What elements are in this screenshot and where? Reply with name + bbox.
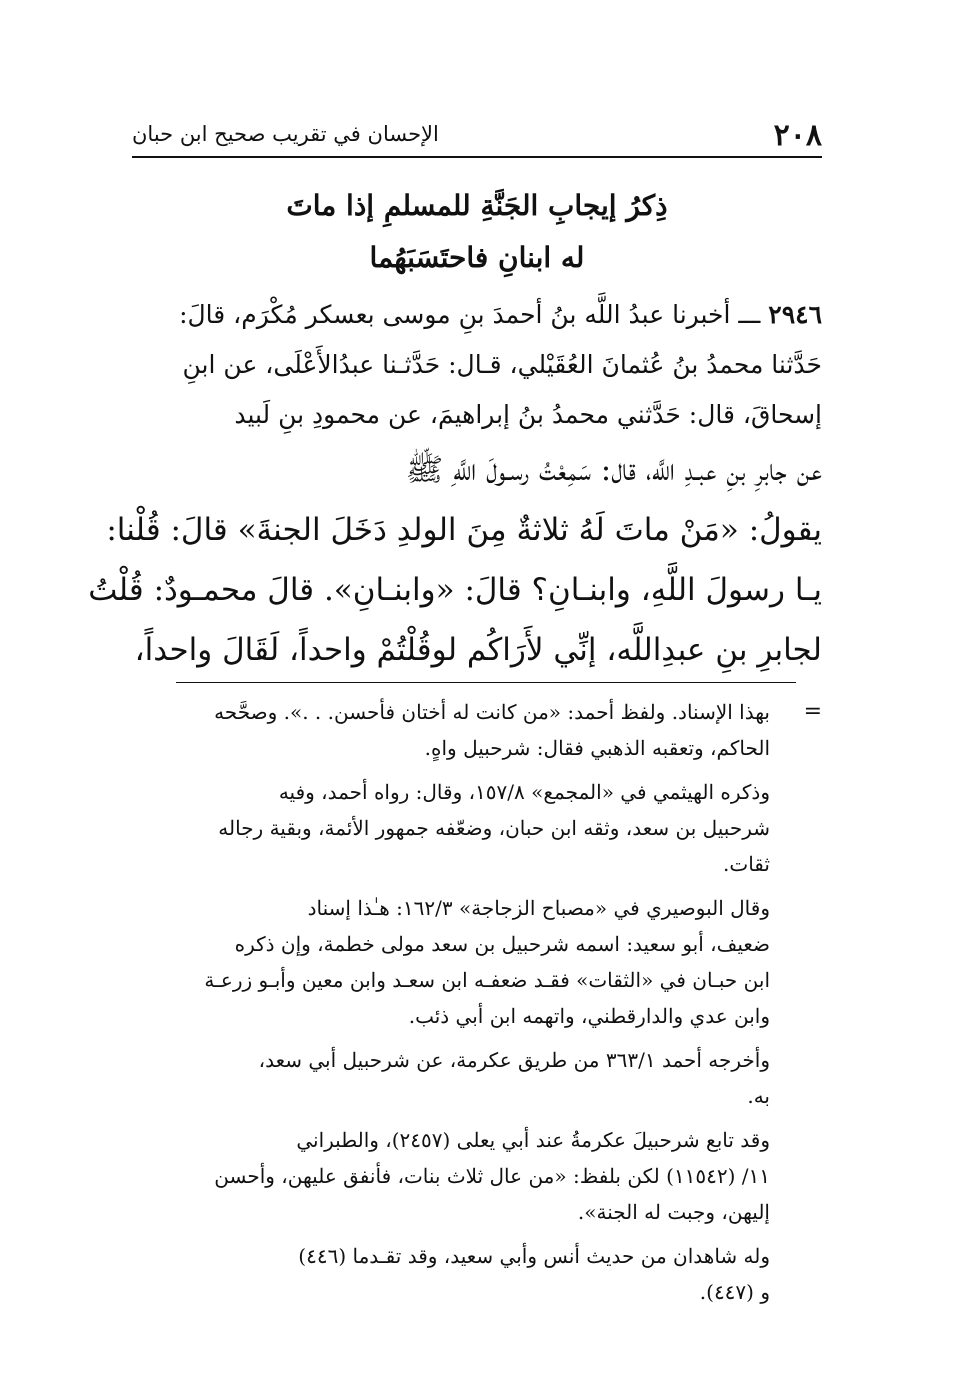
footnote-paragraph bbox=[132, 694, 822, 766]
footnotes bbox=[132, 694, 822, 1318]
hadith-chain-line-text: ـــ أخبرنا عبدُ اللَّه بنُ أحمدَ بنِ موسى بعسكر مُكْرَم، قالَ: bbox=[179, 300, 761, 329]
footnote-paragraph bbox=[132, 1122, 822, 1230]
footnote-paragraph bbox=[132, 1042, 822, 1114]
footnote-line: ١١/ (١١٥٤٢) لكن بلفظ: «من عال ثلاث بنات، فأنفق عليهن، وأحسن bbox=[214, 1164, 770, 1188]
chapter-heading-line: له ابنانِ فاحتَسَبَهُما bbox=[369, 241, 585, 274]
footnote-line: وقال البوصيري في «مصباح الزجاجة» ١٦٢/٣: هـٰذا إسناد bbox=[307, 896, 770, 920]
chapter-heading bbox=[132, 180, 822, 284]
footnote-paragraph bbox=[132, 774, 822, 882]
footnote-line: ثقات. bbox=[723, 852, 770, 876]
hadith-text-line: عن جابرِ بنِ عبـدِ اللَّه، قال: سَمِعْتُ رسـولَ اللَّهِ ﷺ bbox=[405, 452, 822, 488]
hadith-chain-line: حَدَّثنا محمدُ بنُ عُثمانَ العُقَيْلي، قـال: حَدَّثـنا عبدُالأَعْلَى، عن ابنِ bbox=[182, 350, 822, 379]
footnote-line: به. bbox=[747, 1084, 770, 1108]
hadith-number: ٢٩٤٦ bbox=[768, 300, 822, 329]
page-number: ٢٠٨ bbox=[773, 118, 822, 153]
footnote-line: شرحبيل بن سعد، وثقه ابن حبان، وضعّفه جمهور الأئمة، وبقية رجاله bbox=[218, 816, 770, 840]
page-header bbox=[132, 112, 822, 158]
hadith-chain-of-narration bbox=[132, 290, 822, 440]
hadith-chain-line bbox=[132, 290, 822, 340]
hadith-text bbox=[88, 440, 822, 680]
running-title: الإحسان في تقريب صحيح ابن حبان bbox=[132, 122, 439, 146]
footnote-divider bbox=[176, 682, 796, 683]
footnote-line: وذكره الهيثمي في «المجمع» ١٥٧/٨، وقال: رواه أحمد، وفيه bbox=[278, 780, 770, 804]
footnote-line: وابن عدي والدارقطني، واتهمه ابن أبي ذئب. bbox=[408, 1004, 770, 1028]
footnote-line: وله شاهدان من حديث أنس وأبي سعيد، وقد تقـدما (٤٤٦) bbox=[298, 1244, 770, 1268]
footnote-paragraph bbox=[132, 890, 822, 1034]
footnote-line: و (٤٤٧). bbox=[699, 1280, 770, 1304]
hadith-text-line: يـا رسولَ اللَّهِ، وابنـانِ؟ قالَ: «وابنـانِ». قالَ محمـودٌ: قُلْتُ bbox=[88, 572, 822, 608]
footnote-line: إليهن، وجبت له الجنة». bbox=[577, 1200, 770, 1224]
footnote-paragraph bbox=[132, 1238, 822, 1310]
hadith-chain-line: إسحاقَ، قال: حَدَّثني محمدُ بنُ إبراهيمَ، عن محمودِ بنِ لَبيد bbox=[234, 400, 822, 429]
continuation-mark: = bbox=[803, 699, 822, 724]
footnote-line: وقد تابع شرحبيلَ عكرمةُ عند أبي يعلى (٢٤٥٧)، والطبراني bbox=[296, 1128, 770, 1152]
footnote-line: بهذا الإسناد. ولفظ أحمد: «من كانت له أختان فأحسن. . .». وصحَّحه bbox=[214, 700, 770, 724]
hadith-text-line: لجابرِ بنِ عبدِاللَّه، إنِّي لأَرَاكُم لوقُلْتُمْ واحداً، لَقَالَ واحداً، bbox=[134, 632, 822, 668]
footnote-line: وأخرجه أحمد ٣٦٣/١ من طريق عكرمة، عن شرحبيل أبي سعد، bbox=[258, 1048, 770, 1072]
hadith-text-line: يقولُ: «مَنْ ماتَ لَهُ ثلاثةٌ مِنَ الولدِ دَخَلَ الجنةَ» قالَ: قُلْنا: bbox=[106, 512, 822, 548]
footnote-line: ضعيف، أبو سعيد: اسمه شرحبيل بن سعد مولى خطمة، وإن ذكره bbox=[234, 932, 770, 956]
footnote-line: ابن حبـان في «الثقات» فقـد ضعفـه ابن سعـد وابن معين وأبـو زرعـة bbox=[204, 968, 770, 992]
chapter-heading-line: ذِكرُ إيجابِ الجَنَّةِ للمسلمِ إذا ماتَ bbox=[286, 189, 668, 222]
footnote-line: الحاكم، وتعقبه الذهبي فقال: شرحبيل واهٍ. bbox=[424, 736, 770, 760]
